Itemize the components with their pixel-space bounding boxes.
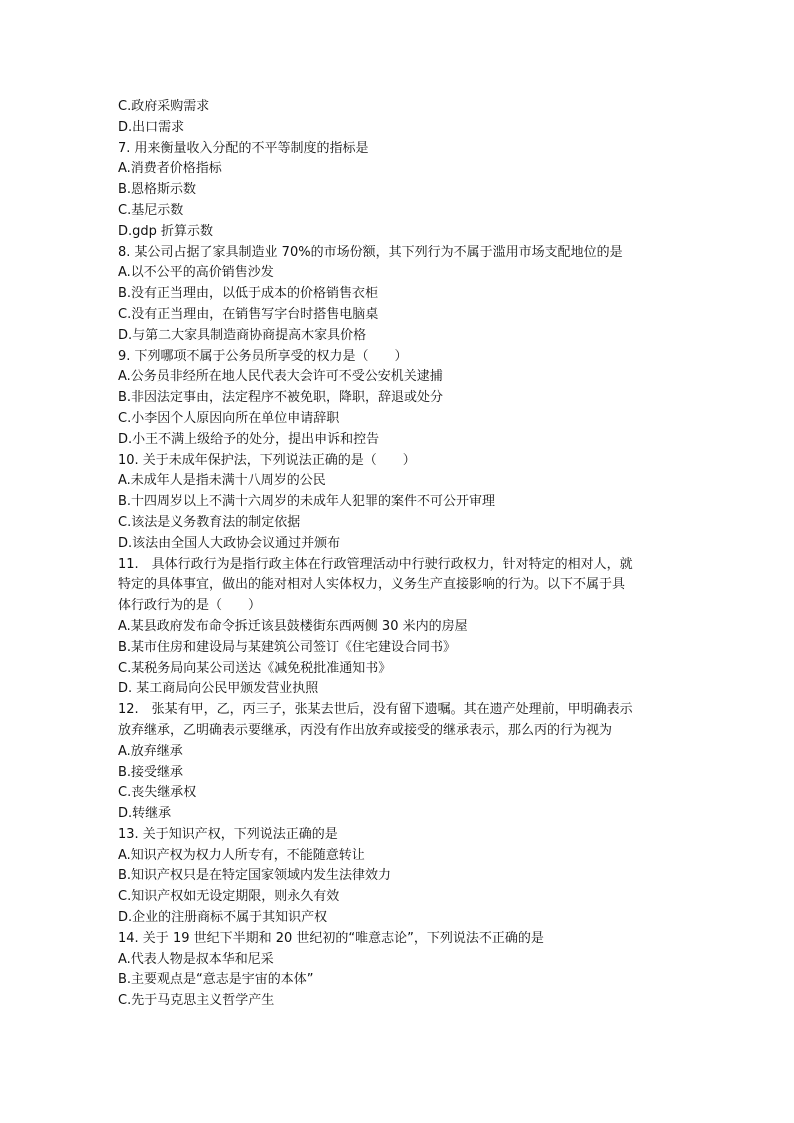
option-line: D.小王不满上级给予的处分，提出申诉和控告 bbox=[118, 431, 380, 447]
option-line: C.没有正当理由，在销售写字台时搭售电脑桌 bbox=[118, 306, 379, 322]
option-line: A.以不公平的高价销售沙发 bbox=[118, 265, 274, 281]
option-line: C.小李因个人原因向所在单位申请辞职 bbox=[118, 410, 340, 426]
option-line: A.放弃继承 bbox=[118, 743, 183, 759]
question-line: 14. 关于 19 世纪下半期和 20 世纪初的“唯意志论”，下列说法不正确的是 bbox=[118, 930, 544, 946]
question-line: 12. 张某有甲，乙，丙三子，张某去世后，没有留下遗嘱。其在遗产处理前，甲明确表示 bbox=[118, 702, 633, 718]
option-line: A.某县政府发布命令拆迁该县鼓楼街东西两侧 30 米内的房屋 bbox=[118, 618, 468, 634]
option-line: B.恩格斯示数 bbox=[118, 182, 197, 198]
option-line: A.消费者价格指标 bbox=[118, 161, 222, 177]
option-line: D.该法由全国人大政协会议通过并颁布 bbox=[118, 535, 341, 551]
option-line: A.未成年人是指未满十八周岁的公民 bbox=[118, 473, 326, 489]
question-line: 7. 用来衡量收入分配的不平等制度的指标是 bbox=[118, 140, 369, 156]
option-line: C.基尼示数 bbox=[118, 202, 184, 218]
option-line: D.gdp 折算示数 bbox=[118, 223, 214, 239]
option-line: C.先于马克思主义哲学产生 bbox=[118, 993, 275, 1009]
question-line: 13. 关于知识产权，下列说法正确的是 bbox=[118, 826, 338, 842]
option-line: A.代表人物是叔本华和尼采 bbox=[118, 951, 274, 967]
option-line: B.没有正当理由，以低于成本的价格销售衣柜 bbox=[118, 286, 379, 302]
option-line: C.某税务局向某公司送达《减免税批准通知书》 bbox=[118, 660, 392, 676]
option-line: D.出口需求 bbox=[118, 119, 185, 135]
option-line: C.该法是义务教育法的制定依据 bbox=[118, 514, 301, 530]
option-line: C.政府采购需求 bbox=[118, 99, 210, 114]
option-line: B.主要观点是“意志是宇宙的本体” bbox=[118, 972, 314, 988]
option-line: C.知识产权如无设定期限，则永久有效 bbox=[118, 889, 340, 905]
question-line: 体行政行为的是（ ） bbox=[118, 598, 262, 614]
option-line: B.非因法定事由，法定程序不被免职，降职，辞退或处分 bbox=[118, 390, 444, 406]
question-line: 放弃继承，乙明确表示要继承，丙没有作出放弃或接受的继承表示，那么丙的行为视为 bbox=[118, 722, 613, 738]
question-line: 特定的具体事宜，做出的能对相对人实体权力，义务生产直接影响的行为。以下不属于具 bbox=[118, 577, 626, 593]
option-line: B.知识产权只是在特定国家领域内发生法律效力 bbox=[118, 868, 392, 884]
option-line: C.丧失继承权 bbox=[118, 785, 197, 801]
question-line: 9. 下列哪项不属于公务员所享受的权力是（ ） bbox=[118, 348, 408, 364]
option-line: D.企业的注册商标不属于其知识产权 bbox=[118, 910, 328, 926]
question-line: 10. 关于未成年保护法，下列说法正确的是（ ） bbox=[118, 452, 416, 468]
option-line: D. 某工商局向公民甲颁发营业执照 bbox=[118, 681, 319, 697]
option-line: B.接受继承 bbox=[118, 764, 184, 780]
question-line: 11. 具体行政行为是指行政主体在行政管理活动中行驶行政权力，针对特定的相对人，就 bbox=[118, 556, 633, 572]
question-line: 8. 某公司占据了家具制造业 70%的市场份额，其下列行为不属于滥用市场支配地位的是 bbox=[118, 244, 623, 260]
option-line: D.与第二大家具制造商协商提高木家具价格 bbox=[118, 327, 367, 343]
option-line: B.某市住房和建设局与某建筑公司签订《住宅建设合同书》 bbox=[118, 639, 457, 655]
option-line: D.转继承 bbox=[118, 806, 172, 822]
option-line: A.公务员非经所在地人民代表大会许可不受公安机关逮捕 bbox=[118, 369, 443, 385]
document-page bbox=[118, 97, 683, 1012]
option-line: B.十四周岁以上不满十六周岁的未成年人犯罪的案件不可公开审理 bbox=[118, 494, 496, 510]
option-line: A.知识产权为权力人所专有，不能随意转让 bbox=[118, 847, 365, 863]
